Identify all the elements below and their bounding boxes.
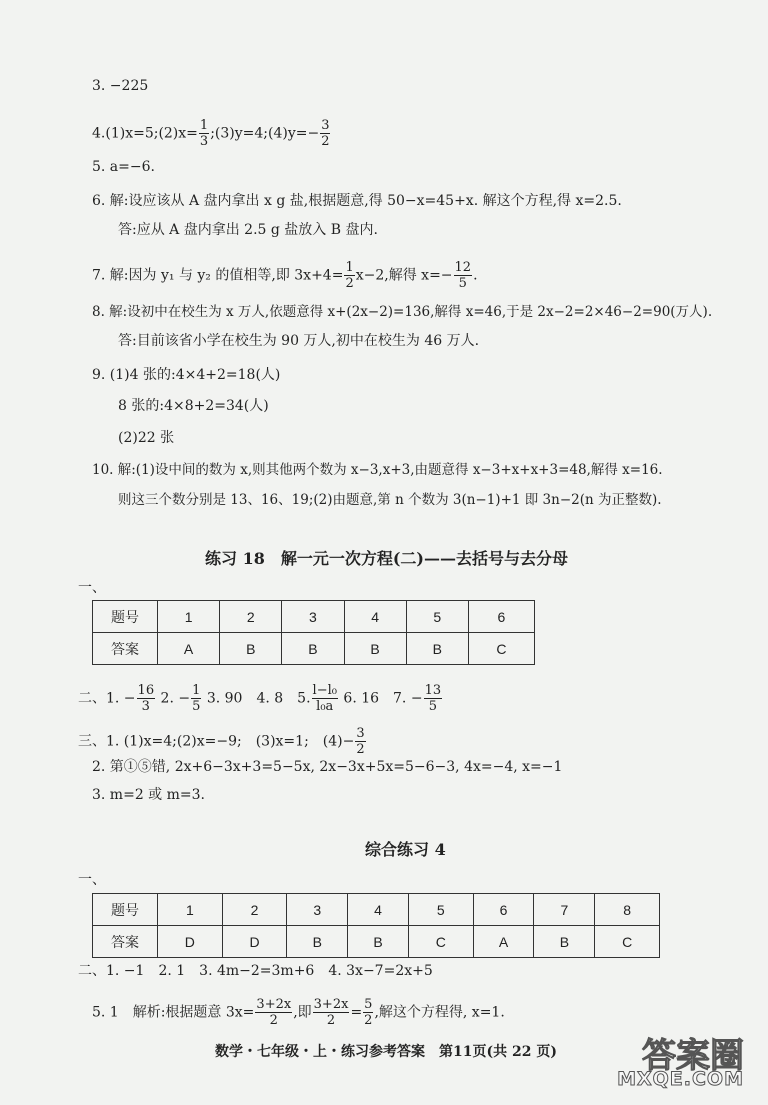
answer-line-3: 3. −225 [92, 78, 149, 94]
table-cell: 5 [406, 601, 468, 633]
answer-line-4: 4.(1)x=5;(2)x= $\frac{1}{3}$ ;(3)y=4;(4)y=− $\frac{3}{2}$ [92, 118, 330, 149]
table-cell: B [406, 633, 468, 665]
part-three-line-1: 三、1. (1)x=4;(2)x=−9; (3)x=1; (4)− $\frac{3}{2}$ [78, 726, 365, 757]
fraction: $\frac{3+2x}{2}$ [313, 997, 349, 1028]
table-cell: 答案 [93, 633, 158, 665]
table-cell: A [158, 633, 220, 665]
table-cell: B [534, 926, 595, 958]
fraction: $\frac{1}{2}$ [345, 260, 354, 291]
table-row [93, 601, 535, 633]
fraction: $\frac{13}{5}$ [424, 683, 442, 714]
table-cell: 6 [473, 894, 534, 926]
fraction: $\frac{12}{5}$ [454, 260, 472, 291]
fraction: $\frac{5}{2}$ [364, 997, 373, 1028]
table-cell: 7 [534, 894, 595, 926]
table-cell: D [158, 926, 223, 958]
table-cell: B [220, 633, 282, 665]
part-one-label: 一、 [78, 872, 106, 888]
answer-line-8b: 答:目前该省小学在校生为 90 万人,初中在校生为 46 万人. [118, 333, 480, 349]
table-cell: 6 [468, 601, 534, 633]
page-footer: 数学・七年级・上・练习参考答案 第11页(共 22 页) [215, 1044, 557, 1060]
answer-table-review-4 [92, 893, 660, 958]
table-cell: 4 [344, 601, 406, 633]
fraction: $\frac{3+2x}{2}$ [256, 997, 292, 1028]
watermark-title: 答案圈 [642, 1036, 744, 1076]
table-row [93, 633, 535, 665]
table-cell: 2 [222, 894, 287, 926]
answer-table-18 [92, 600, 535, 665]
table-row [93, 894, 660, 926]
table-cell: B [344, 633, 406, 665]
review-part-two-line: 二、1. −1 2. 1 3. 4m−2=3m+6 4. 3x−7=2x+5 [78, 963, 433, 979]
table-cell: 题号 [93, 601, 158, 633]
part-three-line-3: 3. m=2 或 m=3. [92, 787, 205, 803]
table-cell: 1 [158, 601, 220, 633]
table-cell: 题号 [93, 894, 158, 926]
fraction: $\frac{\text{l−l₀}}{\text{l₀a}}$ [312, 683, 337, 714]
answer-line-10b: 则这三个数分别是 13、16、19;(2)由题意,第 n 个数为 3(n−1)+1 即 3n−2(n 为正整数). [118, 492, 662, 508]
answer-line-5: 5. a=−6. [92, 159, 155, 175]
table-cell: B [287, 926, 348, 958]
table-cell: 1 [158, 894, 223, 926]
part-two-line: 二、1. − $\frac{16}{3}$ 2. − $\frac{1}{5}$ 3. 90 4. 8 5. $\frac{\text{l−l₀}}{\text{l₀a}}$ 6. 16 7. − $\frac{13}{5}$ [78, 683, 442, 714]
table-cell: 3 [287, 894, 348, 926]
answer-line-7: 7. 解:因为 y₁ 与 y₂ 的值相等,即 3x+4= $\frac{1}{2}$ x−2,解得 x=− $\frac{12}{5}$ . [92, 260, 478, 291]
section-title-review-4: 综合练习 4 [365, 840, 446, 859]
answer-line-9c: (2)22 张 [118, 430, 175, 446]
fraction: $\frac{1}{3}$ [199, 118, 209, 149]
table-cell: 5 [408, 894, 473, 926]
answer-line-9b: 8 张的:4×8+2=34(人) [118, 398, 269, 414]
answer-line-6a: 6. 解:设应该从 A 盘内拿出 x g 盐,根据题意,得 50−x=45+x. 解这个方程,得 x=2.5. [92, 193, 622, 209]
answer-line-9a: 9. (1)4 张的:4×4+2=18(人) [92, 367, 281, 383]
part-one-label: 一、 [78, 580, 106, 596]
table-cell: B [282, 633, 344, 665]
watermark-url: MXQE.COM [617, 1068, 744, 1090]
part-three-line-2: 2. 第①⑤错, 2x+6−3x+3=5−5x, 2x−3x+5x=5−6−3, 4x=−4, x=−1 [92, 759, 563, 775]
table-row [93, 926, 660, 958]
table-cell: 答案 [93, 926, 158, 958]
table-cell: 2 [220, 601, 282, 633]
fraction: $\frac{1}{5}$ [192, 683, 201, 714]
table-cell: C [595, 926, 660, 958]
table-cell: C [408, 926, 473, 958]
table-cell: A [473, 926, 534, 958]
table-cell: D [222, 926, 287, 958]
fraction: $\frac{3}{2}$ [356, 726, 365, 757]
table-cell: 8 [595, 894, 660, 926]
answer-line-6b: 答:应从 A 盘内拿出 2.5 g 盐放入 B 盘内. [118, 222, 378, 238]
review-line-5: 5. 1 解析:根据题意 3x= $\frac{3+2x}{2}$ ,即 $\frac{3+2x}{2}$ = $\frac{5}{2}$ ,解这个方程得, x=1. [92, 997, 505, 1028]
table-cell: 3 [282, 601, 344, 633]
watermark-logo [614, 1028, 754, 1098]
answer-line-8a: 8. 解:设初中在校生为 x 万人,依题意得 x+(2x−2)=136,解得 x=46,于是 2x−2=2×46−2=90(万人). [92, 304, 713, 320]
table-cell: B [348, 926, 409, 958]
section-title-18: 练习 18 解一元一次方程(二)——去括号与去分母 [205, 549, 568, 568]
answer-line-10a: 10. 解:(1)设中间的数为 x,则其他两个数为 x−3,x+3,由题意得 x−3+x+x+3=48,解得 x=16. [92, 462, 663, 478]
fraction: $\frac{3}{2}$ [321, 118, 330, 149]
table-cell: C [468, 633, 534, 665]
table-cell: 4 [348, 894, 409, 926]
fraction: $\frac{16}{3}$ [137, 683, 155, 714]
